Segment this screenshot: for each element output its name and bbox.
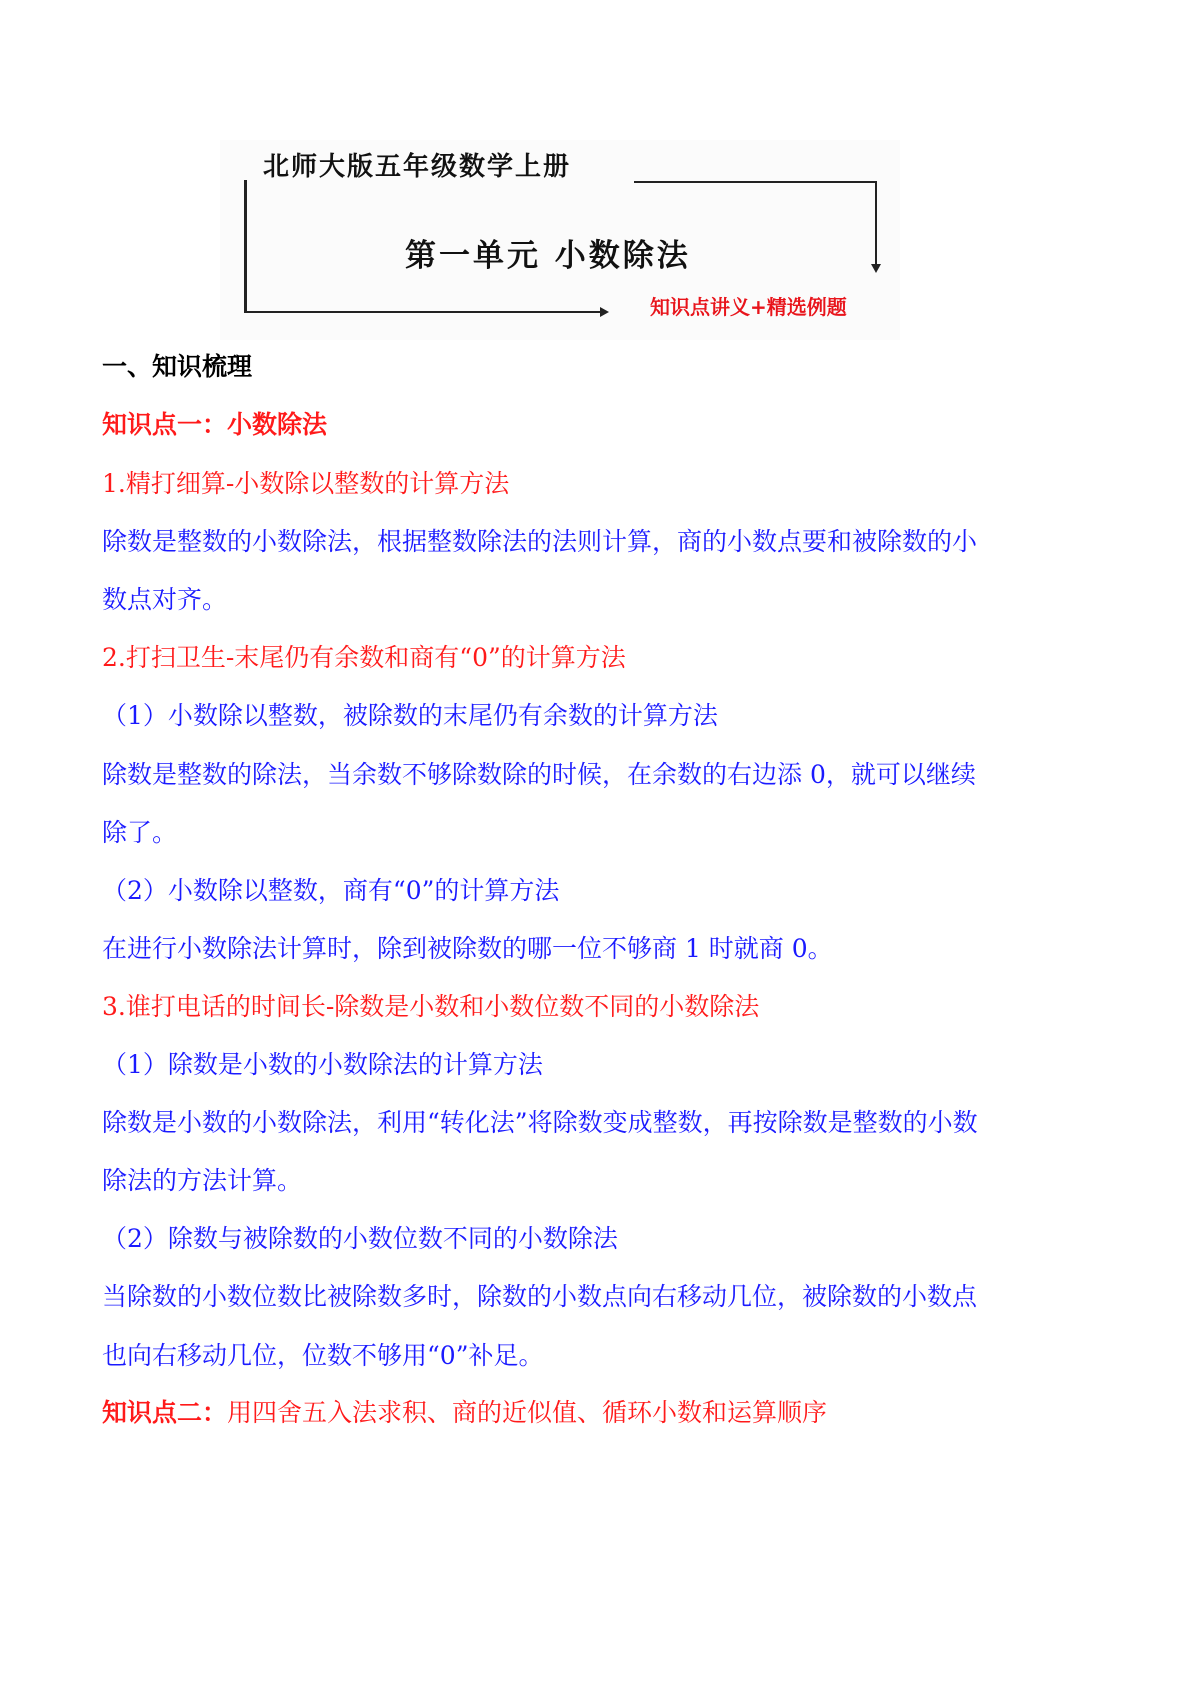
banner-tag: 知识点讲义+精选例题: [650, 295, 847, 319]
banner-bottom-line: [244, 311, 602, 313]
subsection-title: 3.谁打电话的时间长-除数是小数和小数位数不同的小数除法: [102, 991, 760, 1021]
banner-top-line: [634, 181, 877, 183]
body-text-line: 在进行小数除法计算时，除到被除数的哪一位不够商 1 时就商 0。: [102, 933, 833, 963]
kp2-title: 用四舍五入法求积、商的近似值、循环小数和运算顺序: [227, 1398, 828, 1427]
knowledge-point-2: [102, 1398, 827, 1428]
kp1-title: 小数除法: [227, 410, 328, 439]
banner-title: 第一单元 小数除法: [405, 238, 691, 274]
banner-subtitle: 北师大版五年级数学上册: [263, 152, 572, 182]
banner-left-line: [244, 180, 247, 313]
body-text-line: 也向右移动几位，位数不够用“0”补足。: [102, 1340, 544, 1370]
body-text-line: （1）小数除以整数，被除数的末尾仍有余数的计算方法: [102, 701, 718, 731]
body-text-line: 除数是整数的小数除法，根据整数除法的法则计算，商的小数点要和被除数的小: [102, 527, 978, 557]
subsection-title: 2.打扫卫生-末尾仍有余数和商有“0”的计算方法: [102, 643, 626, 673]
body-text-line: （2）除数与被除数的小数位数不同的小数除法: [102, 1224, 618, 1254]
banner-right-line: [875, 181, 877, 266]
body-text-line: 数点对齐。: [102, 585, 228, 615]
kp2-label: 知识点二：: [102, 1398, 228, 1427]
subsection-title: 1.精打细算-小数除以整数的计算方法: [102, 469, 510, 498]
body-text-line: 除数是整数的除法，当余数不够除数除的时候，在余数的右边添 0，就可以继续: [102, 759, 976, 789]
body-text-line: 除法的方法计算。: [102, 1166, 303, 1196]
kp1-label: 知识点一：: [102, 410, 228, 439]
section-heading: 一、知识梳理: [102, 352, 253, 381]
arrow-down-icon: [871, 264, 881, 273]
body-text-line: 除数是小数的小数除法，利用“转化法”将除数变成整数，再按除数是整数的小数: [102, 1108, 978, 1138]
knowledge-point-1: [102, 410, 327, 440]
body-text-line: （2）小数除以整数，商有“0”的计算方法: [102, 875, 560, 905]
arrow-right-icon: [600, 307, 609, 317]
body-text-line: （1）除数是小数的小数除法的计算方法: [102, 1050, 543, 1079]
body-text-line: 除了。: [102, 817, 178, 847]
body-text-line: 当除数的小数位数比被除数多时，除数的小数点向右移动几位，被除数的小数点: [102, 1282, 978, 1312]
